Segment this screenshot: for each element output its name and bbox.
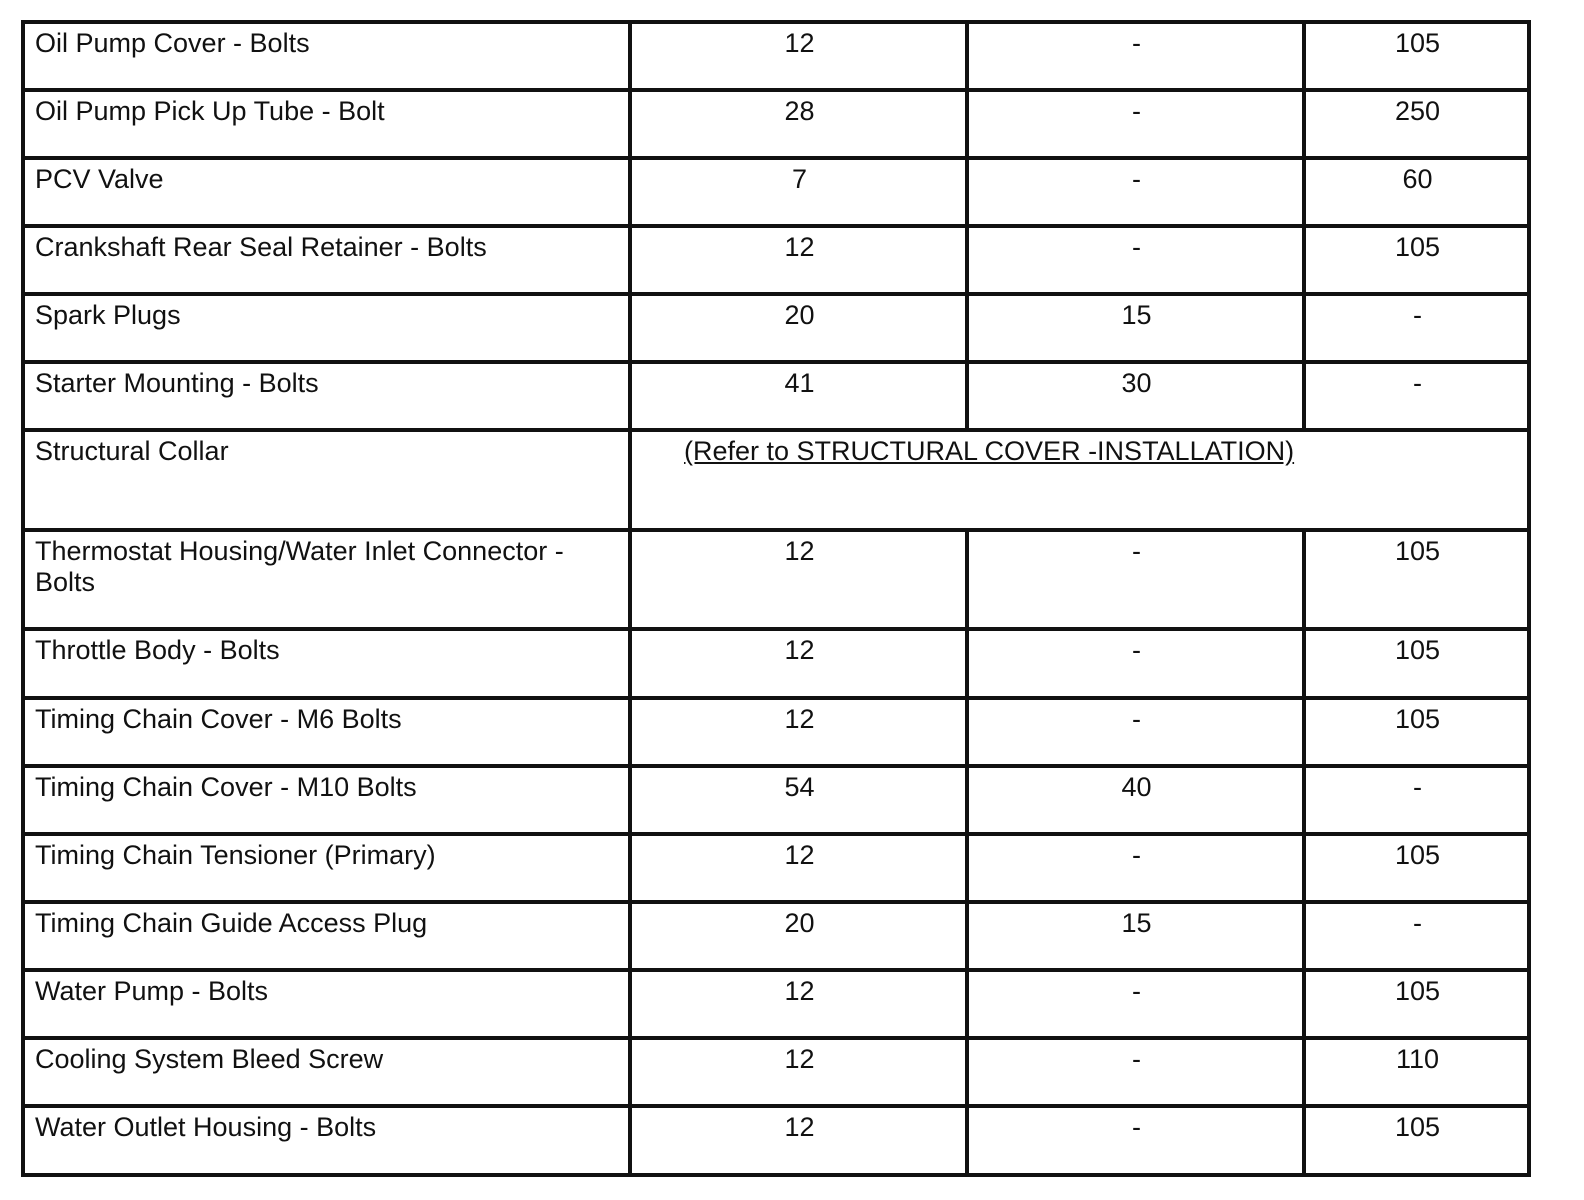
row-ftlb-value: - [967,158,1304,226]
row-nm-value: 20 [630,294,967,362]
row-description: Timing Chain Cover - M10 Bolts [23,766,630,834]
row-ftlb-value: - [967,530,1304,629]
row-ftlb-value: - [967,22,1304,90]
table-row [23,430,1529,530]
row-ftlb-value: - [967,226,1304,294]
row-inlb-value: 105 [1304,1106,1529,1175]
row-nm-value: 12 [630,22,967,90]
row-reference-cell [630,430,1529,530]
row-ftlb-value: - [967,834,1304,902]
table-row [23,902,1529,970]
table-row [23,22,1529,90]
row-inlb-value: 105 [1304,698,1529,766]
table-row [23,766,1529,834]
row-description: Crankshaft Rear Seal Retainer - Bolts [23,226,630,294]
table-row [23,629,1529,698]
row-description: Timing Chain Cover - M6 Bolts [23,698,630,766]
row-description: Thermostat Housing/Water Inlet Connector - Bolts [23,530,630,629]
row-nm-value: 12 [630,1106,967,1175]
row-nm-value: 54 [630,766,967,834]
row-nm-value: 12 [630,970,967,1038]
row-description: Oil Pump Pick Up Tube - Bolt [23,90,630,158]
row-ftlb-value: 40 [967,766,1304,834]
row-nm-value: 12 [630,698,967,766]
table-row [23,1106,1529,1175]
row-ftlb-value: - [967,629,1304,698]
row-inlb-value: 110 [1304,1038,1529,1106]
row-description: Structural Collar [23,430,630,530]
row-description: Oil Pump Cover - Bolts [23,22,630,90]
row-ftlb-value: - [967,1106,1304,1175]
row-inlb-value: - [1304,362,1529,430]
row-ftlb-value: - [967,90,1304,158]
row-description: Water Outlet Housing - Bolts [23,1106,630,1175]
row-inlb-value: - [1304,766,1529,834]
row-inlb-value: 105 [1304,530,1529,629]
row-nm-value: 12 [630,1038,967,1106]
table-row [23,698,1529,766]
row-description: Timing Chain Tensioner (Primary) [23,834,630,902]
table-row [23,90,1529,158]
table-row [23,294,1529,362]
row-nm-value: 12 [630,226,967,294]
row-inlb-value: 105 [1304,970,1529,1038]
row-nm-value: 20 [630,902,967,970]
row-description: PCV Valve [23,158,630,226]
structural-cover-reference-link[interactable]: (Refer to STRUCTURAL COVER -INSTALLATION) [684,436,1295,466]
row-nm-value: 12 [630,530,967,629]
table-row [23,970,1529,1038]
row-description: Spark Plugs [23,294,630,362]
row-nm-value: 12 [630,834,967,902]
row-nm-value: 7 [630,158,967,226]
row-ftlb-value: 15 [967,902,1304,970]
row-inlb-value: 250 [1304,90,1529,158]
row-inlb-value: 60 [1304,158,1529,226]
row-description: Starter Mounting - Bolts [23,362,630,430]
torque-spec-table [21,20,1531,1177]
row-inlb-value: 105 [1304,22,1529,90]
row-nm-value: 28 [630,90,967,158]
row-inlb-value: 105 [1304,834,1529,902]
table-row [23,362,1529,430]
row-ftlb-value: - [967,698,1304,766]
row-ftlb-value: 15 [967,294,1304,362]
row-nm-value: 12 [630,629,967,698]
row-ftlb-value: 30 [967,362,1304,430]
row-description: Throttle Body - Bolts [23,629,630,698]
table-row [23,1038,1529,1106]
row-inlb-value: 105 [1304,629,1529,698]
row-inlb-value: 105 [1304,226,1529,294]
row-inlb-value: - [1304,294,1529,362]
row-nm-value: 41 [630,362,967,430]
row-inlb-value: - [1304,902,1529,970]
table-row [23,226,1529,294]
row-ftlb-value: - [967,1038,1304,1106]
table-row [23,530,1529,629]
table-row [23,158,1529,226]
row-description: Water Pump - Bolts [23,970,630,1038]
row-description: Cooling System Bleed Screw [23,1038,630,1106]
table-row [23,834,1529,902]
row-ftlb-value: - [967,970,1304,1038]
row-description: Timing Chain Guide Access Plug [23,902,630,970]
